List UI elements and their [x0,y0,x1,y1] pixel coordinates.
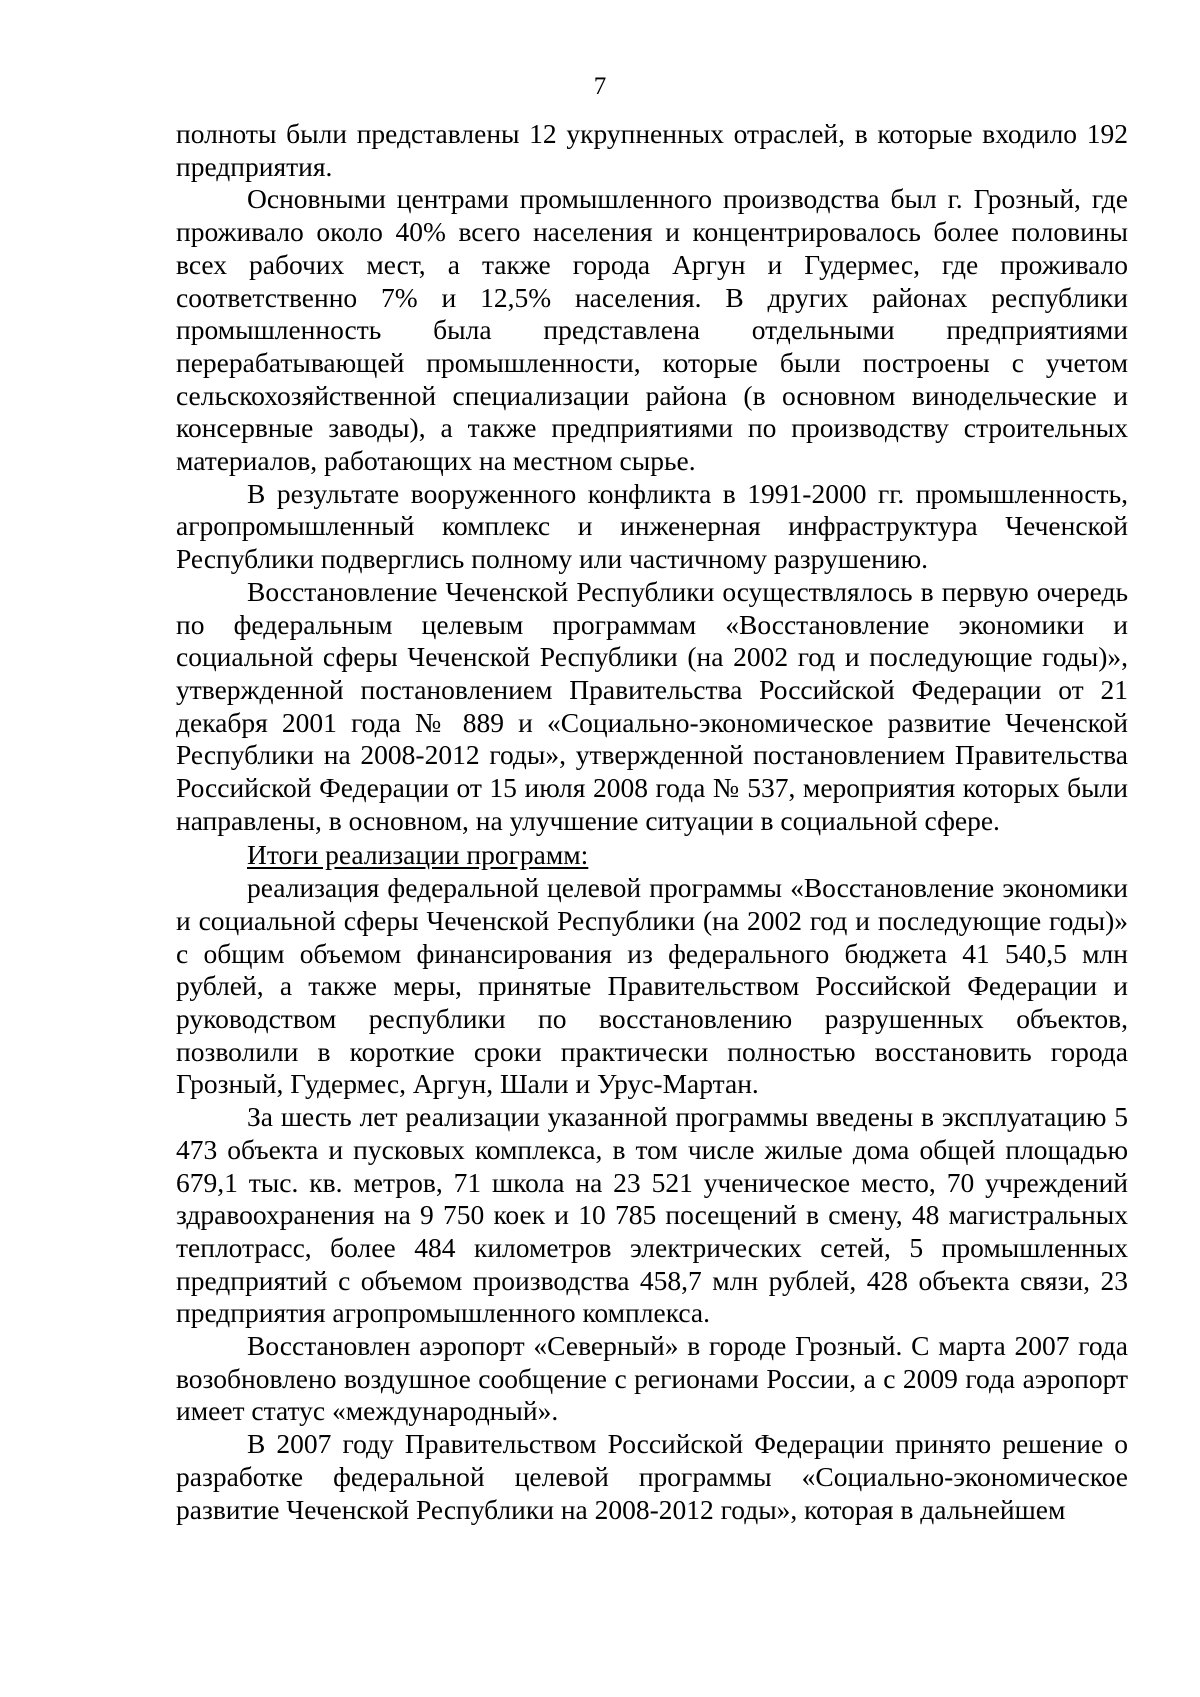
section-heading [176,839,1128,872]
paragraph-restoration-programs: Восстановление Чеченской Республики осуществлялось в первую очередь по федеральным целевым программам «Восстановление экономики и социальной сферы Чеченской Республики (на 2002 год и последующие годы)», утвержденной постановлением Правительства Российской Федерации от 21 декабря 2001 года № 889 и «Социально-экономическое развитие Чеченской Республики на 2008-2012 годы», утвержденной постановлением Правительства Российской Федерации от 15 июля 2008 года № 537, мероприятия которых были направлены, в основном, на улучшение ситуации в социальной сфере. [176,575,1128,836]
paragraph-industrial-centers: Основными центрами промышленного производства был г. Грозный, где проживало около 40% всего населения и концентрировалось более половины всех рабочих мест, а также города Аргун и Гудермес, где проживало соответственно 7% и 12,5% населения. В других районах республики промышленность была представлена отдельными предприятиями перерабатывающей промышленности, которые были построены с учетом сельскохозяйственной специализации района (в основном винодельческие и консервные заводы), а также предприятиями по производству строительных материалов, работающих на местном сырье. [176,183,1128,477]
paragraph-continuation: полноты были представлены 12 укрупненных отраслей, в которые входило 192 предприятия. [176,118,1128,182]
paragraph-conflict-damage: В результате вооруженного конфликта в 1991-2000 гг. промышленность, агропромышленный комплекс и инженерная инфраструктура Чеченской Республики подверглись полному или частичному разрушению. [176,477,1128,575]
paragraph-program-results: реализация федеральной целевой программы «Восстановление экономики и социальной сферы Чеченской Республики (на 2002 год и последующие годы)» с общим объемом финансирования из федерального бюджета 41 540,5 млн рублей, а также меры, принятые Правительством Российской Федерации и руководством республики по восстановлению разрушенных объектов, позволили в короткие сроки практически полностью восстановить города Грозный, Гудермес, Аргун, Шали и Урус-Мартан. [176,872,1128,1100]
document-body [176,118,1128,1526]
paragraph-airport: Восстановлен аэропорт «Северный» в городе Грозный. С марта 2007 года возобновлено воздушное сообщение с регионами России, а с 2009 года аэропорт имеет статус «международный». [176,1330,1128,1427]
page-number: 7 [593,73,607,100]
section-heading-text: Итоги реализации программ: [247,839,589,871]
paragraph-2007-decision: В 2007 году Правительством Российской Федерации принято решение о разработке федеральной целевой программы «Социально-экономическое развитие Чеченской Республики на 2008-2012 годы», которая в дальнейшем [176,1428,1128,1525]
paragraph-commissioned-objects: За шесть лет реализации указанной программы введены в эксплуатацию 5 473 объекта и пусковых комплекса, в том числе жилые дома общей площадью 679,1 тыс. кв. метров, 71 школа на 23 521 ученическое место, 70 учреждений здравоохранения на 9 750 коек и 10 785 посещений в смену, 48 магистральных теплотрасс, более 484 километров электрических сетей, 5 промышленных предприятий с объемом производства 458,7 млн рублей, 428 объекта связи, 23 предприятия агропромышленного комплекса. [176,1101,1128,1329]
